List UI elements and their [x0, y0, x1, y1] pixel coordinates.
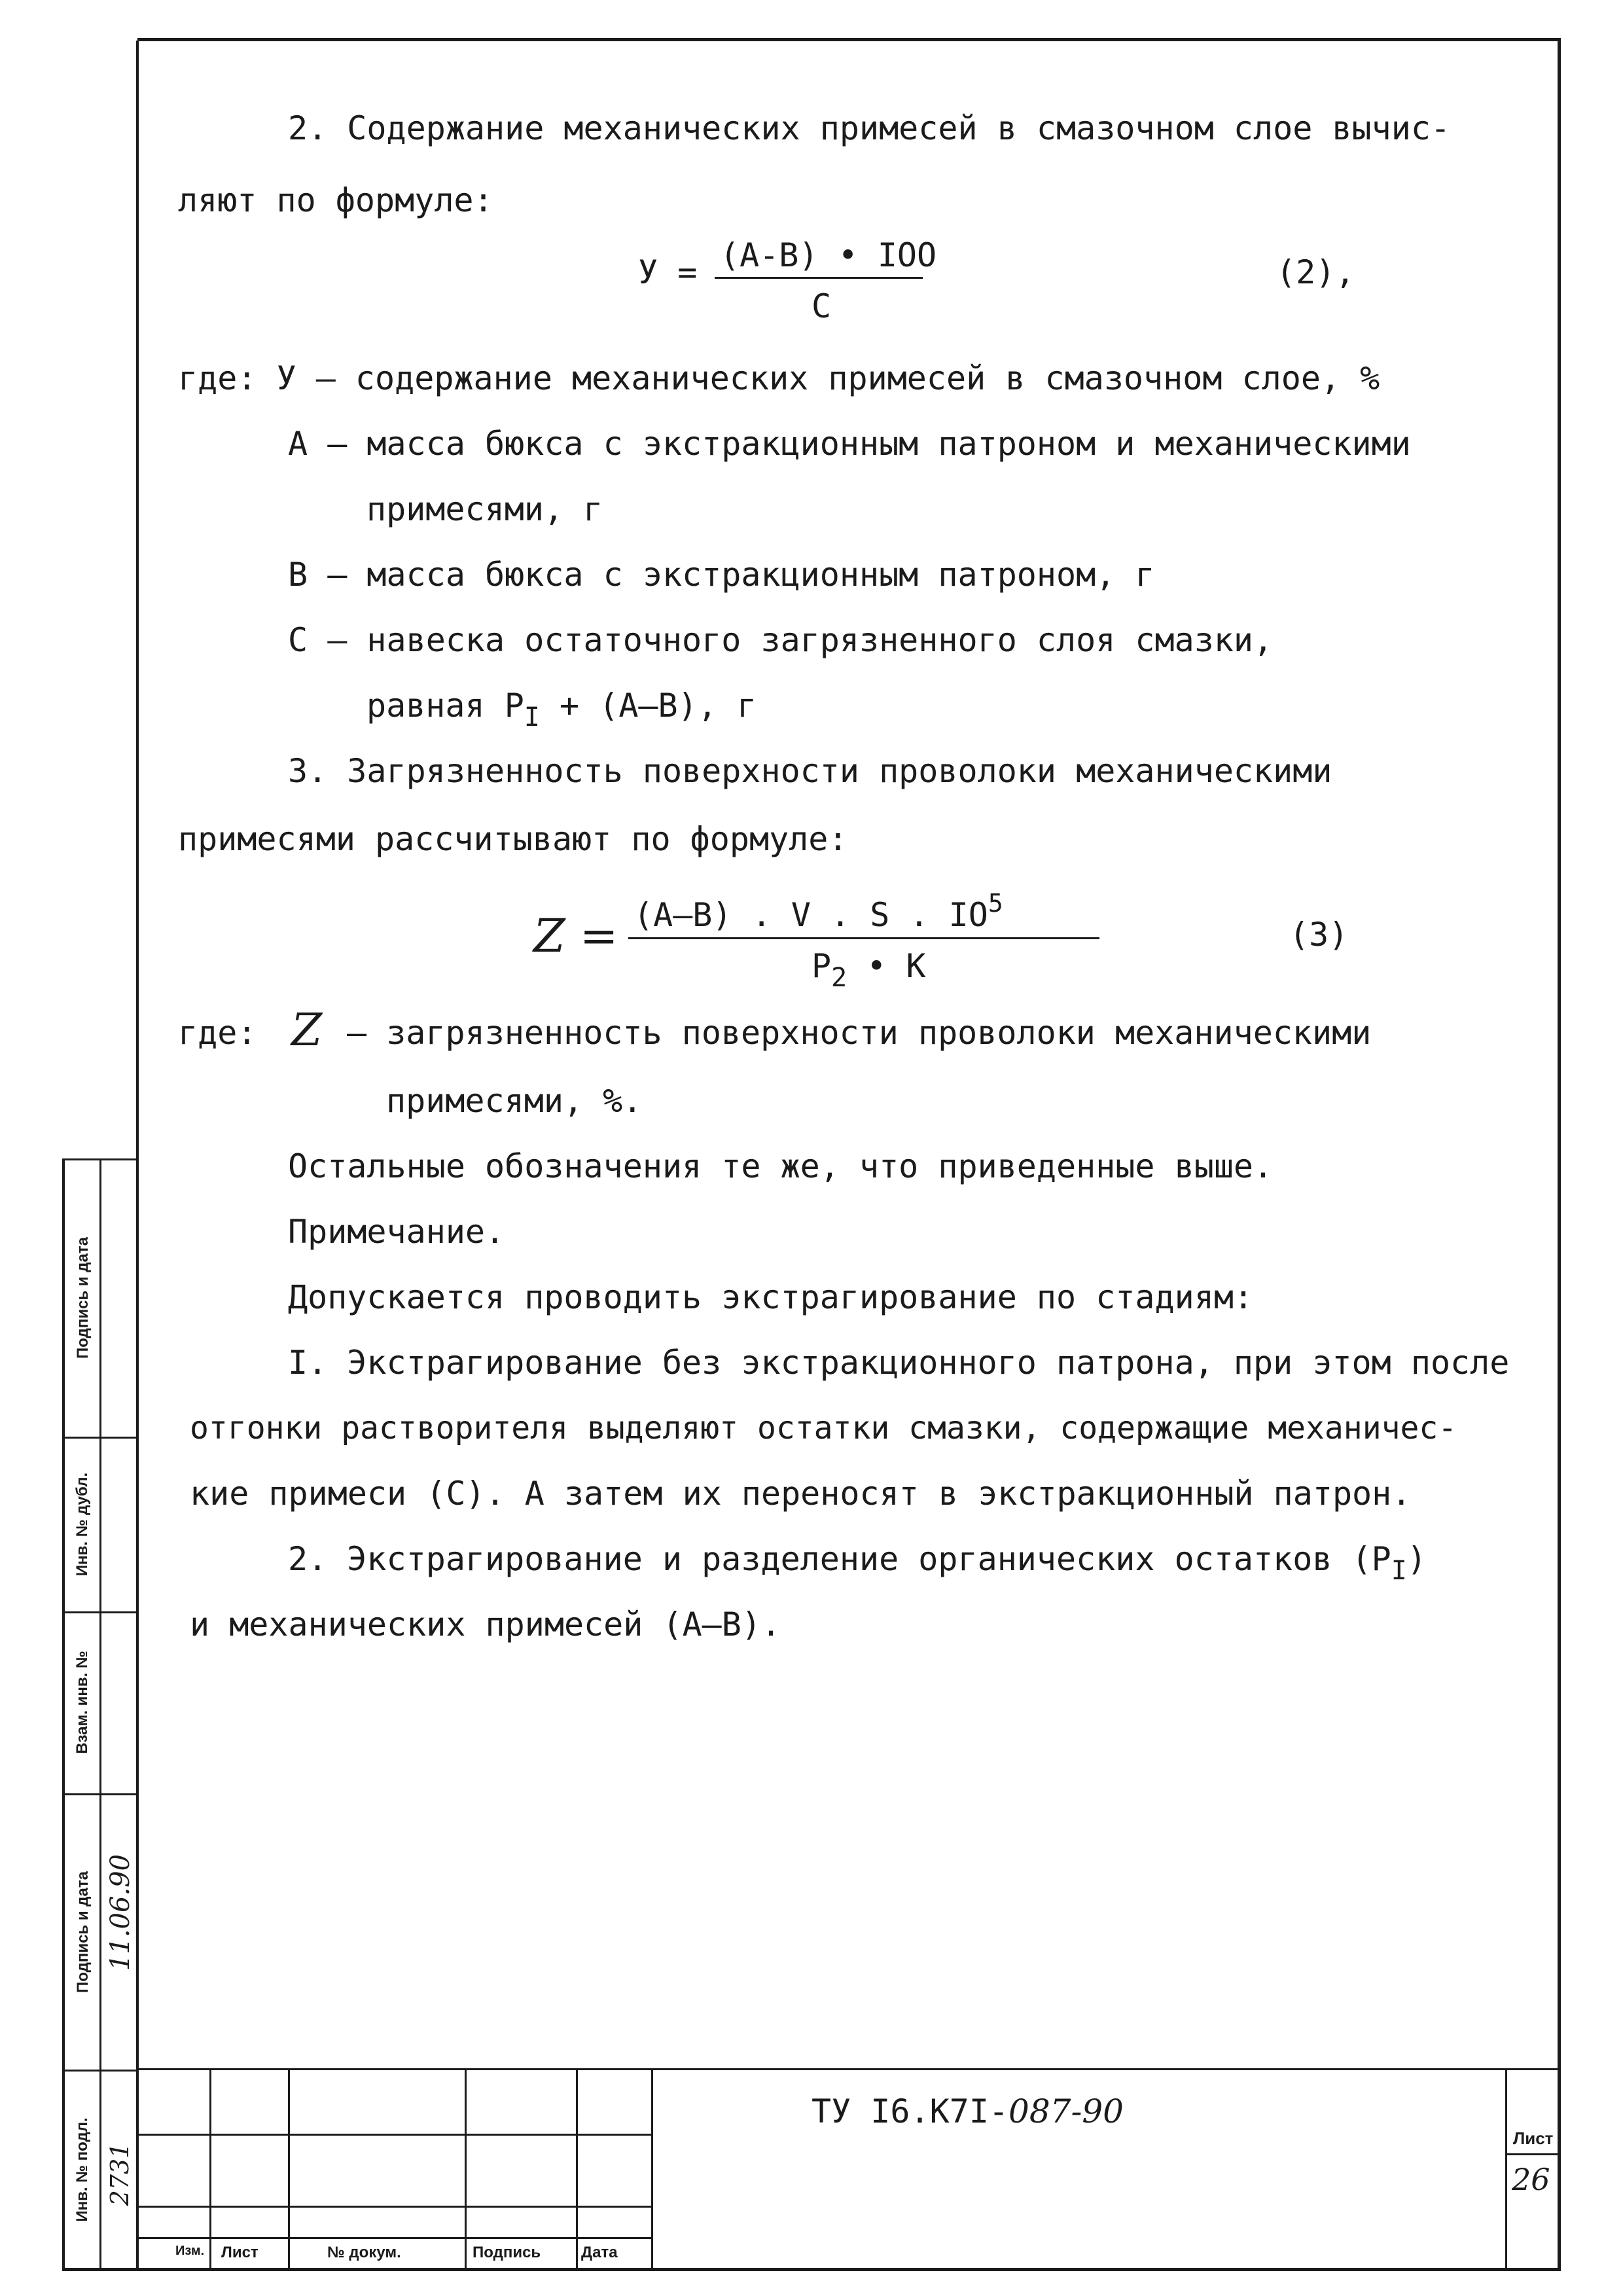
where-z-line-2: примесями, %.: [386, 1082, 643, 1120]
title-block-top: [139, 2068, 1558, 2070]
side-stamp-inv-podl: Инв. № подл.: [73, 2117, 91, 2222]
note-title: Примечание.: [288, 1213, 505, 1251]
side-stamp-signature-date-1: Подпись и дата: [74, 1237, 92, 1359]
title-block-col-date: Дата: [581, 2244, 618, 2261]
title-block-col-3: [465, 2068, 467, 2268]
other-designations: Остальные обозначения те же, что приведенные выше.: [288, 1147, 1274, 1185]
formula-2-lhs: У =: [638, 253, 698, 291]
paragraph-3-line-2: примесями рассчитывают по формуле:: [178, 820, 848, 858]
where-z-line-1: – загрязненность поверхности проволоки механическими: [347, 1014, 1372, 1052]
formula-3-fraction-bar: [628, 937, 1099, 939]
frame-top: [137, 38, 1561, 41]
where-z-symbol: Z: [291, 1005, 323, 1056]
title-block-sheet-row: [1505, 2153, 1558, 2155]
document-code: ТУ I6.К7I-087-90: [812, 2092, 1124, 2130]
side-stamp-signature-date-2: Подпись и дата: [74, 1871, 92, 1993]
title-block-col-list: Лист: [221, 2244, 259, 2261]
stage-1-line-3: кие примеси (С). А затем их переносят в экстракционный патрон.: [190, 1475, 1412, 1513]
frame-bottom: [62, 2268, 1561, 2271]
where-c-line-2: равная $Р_I + (А-В)$, г: [366, 687, 757, 732]
where-c-line-1: С – навеска остаточного загрязненного слоя смазки,: [288, 621, 1274, 659]
stage-2-line-2: и механических примесей (А–В).: [190, 1605, 781, 1643]
side-stamp-handwritten-inv: 2731: [105, 2142, 134, 2206]
where-z-prefix: где:: [178, 1014, 257, 1052]
formula-3-lhs: Z =: [533, 909, 618, 963]
formula-3-numerator: (А–В) . V . S . $IO^5$: [633, 889, 1003, 934]
where-a-line-2: примесями, г: [366, 490, 603, 528]
formula-2-label: (2),: [1276, 253, 1355, 291]
title-block-col-6: [1505, 2068, 1507, 2268]
stage-1-line-1: I. Экстрагирование без экстракционного патрона, при этом после: [288, 1344, 1510, 1382]
stage-2-line-1: 2. Экстрагирование и разделение органических остатков $(Р_I)$: [288, 1540, 1427, 1586]
formula-2-numerator: (А-В) • IOO: [720, 236, 937, 274]
frame-right: [1558, 41, 1561, 2269]
title-block-col-1: [209, 2068, 211, 2268]
paragraph-3-line-1: 3. Загрязненность поверхности проволоки механическими: [288, 752, 1332, 790]
paragraph-2-line-2: ляют по формуле:: [178, 181, 493, 219]
side-stamp-inv-dubl: Инв. № дубл.: [73, 1472, 91, 1577]
sheet-number: 26: [1512, 2162, 1550, 2197]
side-stamp-handwritten-date: 11.06.90: [105, 1854, 135, 1971]
formula-3-denominator: $Р_2$ • К: [812, 947, 926, 993]
stage-1-line-2: отгонки растворителя выделяют остатки смазки, содержащие механичес-: [190, 1410, 1457, 1446]
where-a-line-1: А – масса бюкса с экстракционным патроном и механическими: [288, 425, 1411, 463]
formula-2-denominator: С: [812, 287, 832, 325]
title-block-col-4: [576, 2068, 578, 2268]
sheet-label: Лист: [1513, 2128, 1554, 2148]
title-block-col-5: [651, 2068, 653, 2268]
paragraph-2-line-1: 2. Содержание механических примесей в смазочном слое вычис-: [288, 109, 1451, 147]
formula-2-fraction-bar: [715, 277, 923, 279]
note-intro: Допускается проводить экстрагирование по стадиям:: [288, 1278, 1254, 1316]
side-stamp-outer-left: [62, 1158, 65, 2270]
side-stamp-vzam-inv: Взам. инв. №: [73, 1651, 91, 1754]
title-block-col-sign: Подпись: [473, 2244, 541, 2261]
title-block-col-2: [288, 2068, 290, 2268]
where-y: где: У – содержание механических примесей в смазочном слое, %: [178, 359, 1380, 397]
where-b: В – масса бюкса с экстракционным патроном, г: [288, 556, 1155, 594]
title-block-col-doc: № докум.: [327, 2244, 401, 2261]
title-block-col-izm: Изм.: [175, 2244, 205, 2258]
frame-left: [136, 41, 139, 2269]
side-stamp-div-4: [62, 2070, 139, 2072]
formula-3-label: (3): [1289, 916, 1349, 954]
side-stamp-inner: [99, 1158, 101, 2270]
